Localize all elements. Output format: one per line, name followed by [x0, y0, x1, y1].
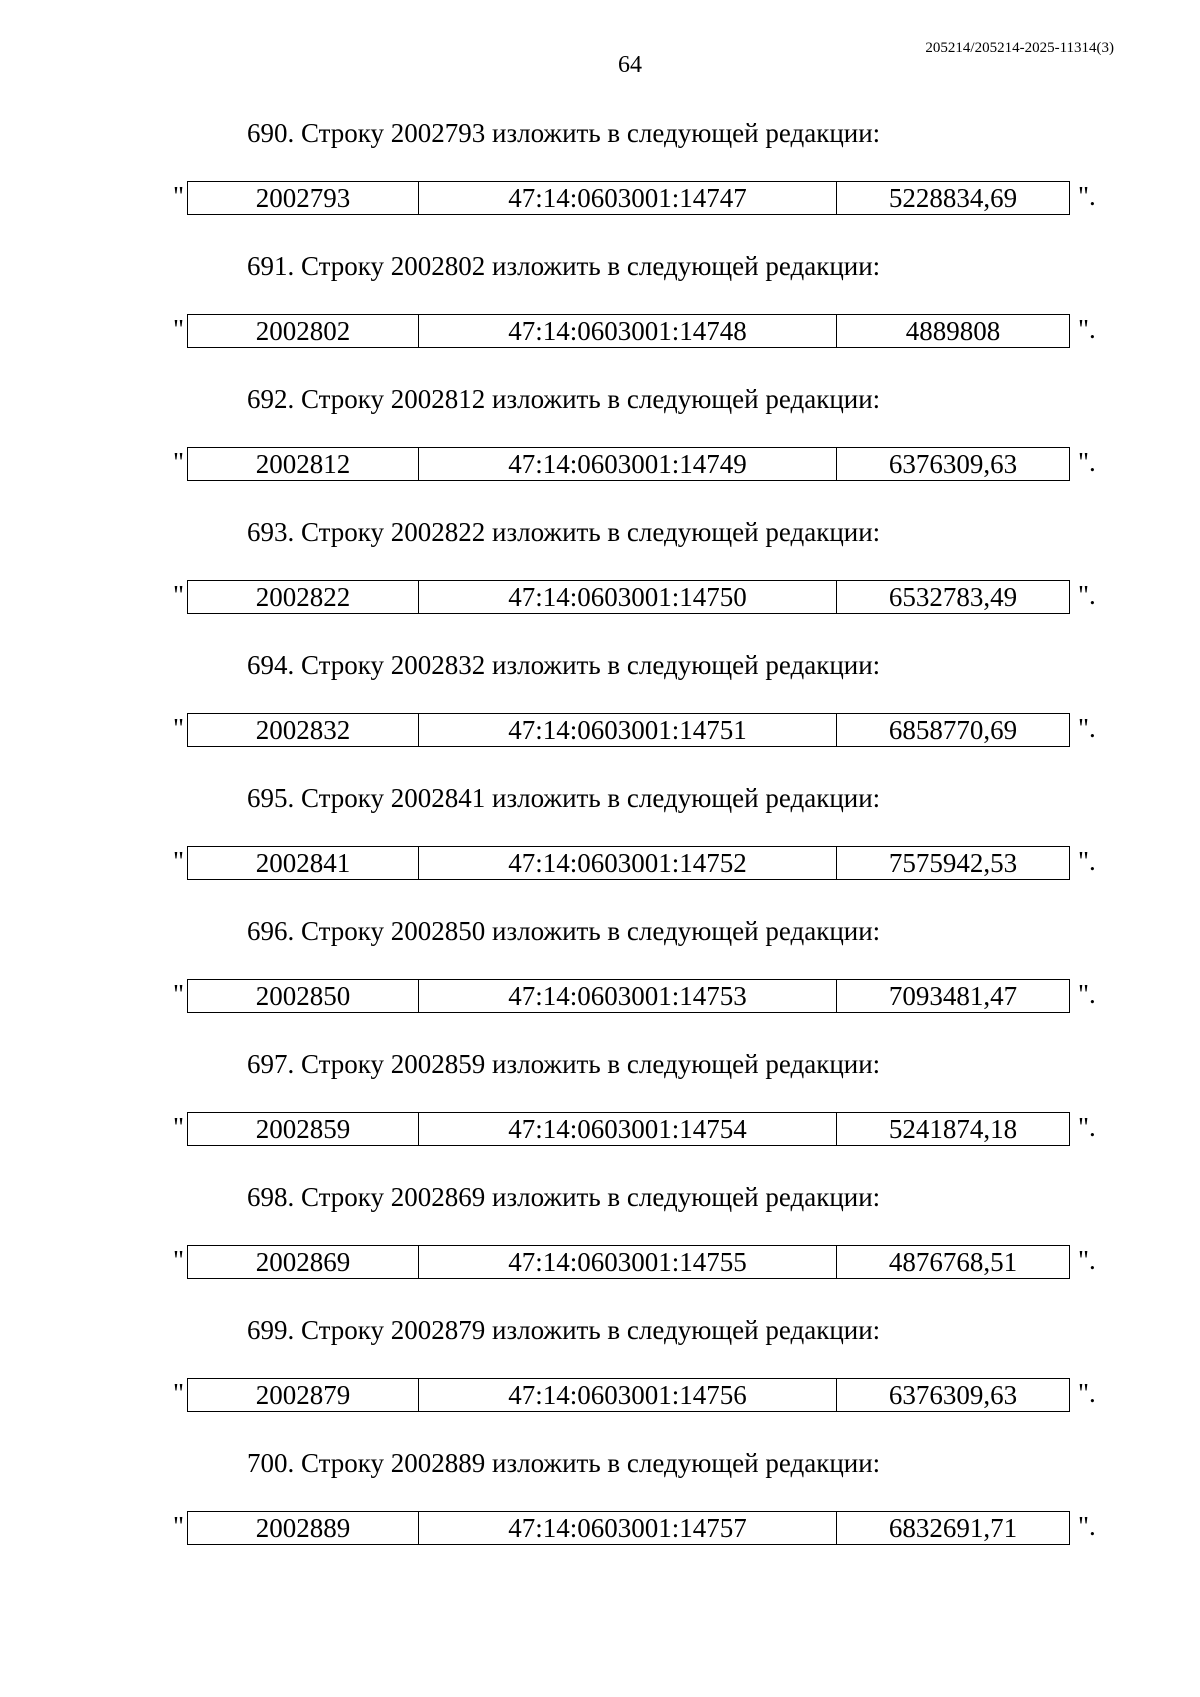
row-number-cell: 2002812: [188, 448, 419, 481]
table-row: [188, 980, 1070, 1013]
table-row: [188, 1512, 1070, 1545]
amendment-instruction: 699. Строку 2002879 изложить в следующей редакции:: [247, 1315, 881, 1345]
amendment-instruction: 697. Строку 2002859 изложить в следующей редакции:: [247, 1049, 881, 1079]
row-table: [187, 447, 1070, 481]
cadastral-number-cell: 47:14:0603001:14755: [419, 1246, 837, 1279]
opening-quote: ": [173, 846, 185, 876]
opening-quote: ": [173, 181, 185, 211]
cadastral-number-cell: 47:14:0603001:14752: [419, 847, 837, 880]
row-number-cell: 2002889: [188, 1512, 419, 1545]
table-row: [188, 182, 1070, 215]
table-row: [188, 714, 1070, 747]
cadastral-number-cell: 47:14:0603001:14751: [419, 714, 837, 747]
amendment-entry: [0, 1046, 1200, 1179]
value-cell: 7575942,53: [837, 847, 1070, 880]
row-number-cell: 2002841: [188, 847, 419, 880]
value-cell: 5241874,18: [837, 1113, 1070, 1146]
row-table: [187, 181, 1070, 215]
table-row: [188, 847, 1070, 880]
replacement-row: [0, 713, 1200, 747]
amendment-list: [0, 115, 1200, 1578]
table-row: [188, 581, 1070, 614]
row-number-cell: 2002793: [188, 182, 419, 215]
closing-quote: ".: [1078, 713, 1096, 743]
row-number-cell: 2002850: [188, 980, 419, 1013]
row-number-cell: 2002832: [188, 714, 419, 747]
amendment-entry: [0, 1312, 1200, 1445]
value-cell: 6532783,49: [837, 581, 1070, 614]
closing-quote: ".: [1078, 1378, 1096, 1408]
closing-quote: ".: [1078, 314, 1096, 344]
replacement-row: [0, 314, 1200, 348]
value-cell: 6376309,63: [837, 1379, 1070, 1412]
cadastral-number-cell: 47:14:0603001:14753: [419, 980, 837, 1013]
opening-quote: ": [173, 713, 185, 743]
closing-quote: ".: [1078, 1112, 1096, 1142]
replacement-row: [0, 1378, 1200, 1412]
row-table: [187, 713, 1070, 747]
value-cell: 6832691,71: [837, 1512, 1070, 1545]
page-number: 64: [618, 52, 642, 78]
amendment-instruction: 691. Строку 2002802 изложить в следующей редакции:: [247, 251, 881, 281]
closing-quote: ".: [1078, 580, 1096, 610]
closing-quote: ".: [1078, 181, 1096, 211]
row-table: [187, 846, 1070, 880]
cadastral-number-cell: 47:14:0603001:14747: [419, 182, 837, 215]
row-number-cell: 2002822: [188, 581, 419, 614]
amendment-entry: [0, 248, 1200, 381]
amendment-instruction: 690. Строку 2002793 изложить в следующей редакции:: [247, 118, 881, 148]
cadastral-number-cell: 47:14:0603001:14749: [419, 448, 837, 481]
replacement-row: [0, 979, 1200, 1013]
value-cell: 6376309,63: [837, 448, 1070, 481]
row-number-cell: 2002879: [188, 1379, 419, 1412]
document-id: 205214/205214-2025-11314(3): [925, 40, 1114, 56]
value-cell: 7093481,47: [837, 980, 1070, 1013]
opening-quote: ": [173, 979, 185, 1009]
table-row: [188, 448, 1070, 481]
table-row: [188, 315, 1070, 348]
amendment-instruction: 700. Строку 2002889 изложить в следующей редакции:: [247, 1448, 881, 1478]
opening-quote: ": [173, 580, 185, 610]
opening-quote: ": [173, 447, 185, 477]
closing-quote: ".: [1078, 447, 1096, 477]
value-cell: 6858770,69: [837, 714, 1070, 747]
table-row: [188, 1113, 1070, 1146]
amendment-entry: [0, 381, 1200, 514]
opening-quote: ": [173, 1245, 185, 1275]
amendment-entry: [0, 1179, 1200, 1312]
replacement-row: [0, 1112, 1200, 1146]
row-number-cell: 2002802: [188, 315, 419, 348]
amendment-entry: [0, 1445, 1200, 1578]
opening-quote: ": [173, 1378, 185, 1408]
amendment-entry: [0, 647, 1200, 780]
row-number-cell: 2002869: [188, 1246, 419, 1279]
replacement-row: [0, 580, 1200, 614]
value-cell: 4889808: [837, 315, 1070, 348]
cadastral-number-cell: 47:14:0603001:14756: [419, 1379, 837, 1412]
row-table: [187, 979, 1070, 1013]
cadastral-number-cell: 47:14:0603001:14757: [419, 1512, 837, 1545]
closing-quote: ".: [1078, 846, 1096, 876]
value-cell: 5228834,69: [837, 182, 1070, 215]
replacement-row: [0, 1245, 1200, 1279]
replacement-row: [0, 181, 1200, 215]
amendment-instruction: 693. Строку 2002822 изложить в следующей редакции:: [247, 517, 881, 547]
row-table: [187, 314, 1070, 348]
closing-quote: ".: [1078, 1511, 1096, 1541]
table-row: [188, 1379, 1070, 1412]
row-table: [187, 1112, 1070, 1146]
opening-quote: ": [173, 1112, 185, 1142]
row-table: [187, 1511, 1070, 1545]
amendment-entry: [0, 780, 1200, 913]
row-table: [187, 580, 1070, 614]
opening-quote: ": [173, 1511, 185, 1541]
replacement-row: [0, 447, 1200, 481]
value-cell: 4876768,51: [837, 1246, 1070, 1279]
closing-quote: ".: [1078, 1245, 1096, 1275]
amendment-instruction: 696. Строку 2002850 изложить в следующей редакции:: [247, 916, 881, 946]
replacement-row: [0, 1511, 1200, 1545]
cadastral-number-cell: 47:14:0603001:14754: [419, 1113, 837, 1146]
closing-quote: ".: [1078, 979, 1096, 1009]
opening-quote: ": [173, 314, 185, 344]
cadastral-number-cell: 47:14:0603001:14750: [419, 581, 837, 614]
amendment-instruction: 692. Строку 2002812 изложить в следующей редакции:: [247, 384, 881, 414]
amendment-entry: [0, 514, 1200, 647]
row-table: [187, 1378, 1070, 1412]
row-table: [187, 1245, 1070, 1279]
cadastral-number-cell: 47:14:0603001:14748: [419, 315, 837, 348]
amendment-instruction: 694. Строку 2002832 изложить в следующей редакции:: [247, 650, 881, 680]
row-number-cell: 2002859: [188, 1113, 419, 1146]
amendment-entry: [0, 115, 1200, 248]
amendment-instruction: 698. Строку 2002869 изложить в следующей редакции:: [247, 1182, 881, 1212]
replacement-row: [0, 846, 1200, 880]
amendment-entry: [0, 913, 1200, 1046]
amendment-instruction: 695. Строку 2002841 изложить в следующей редакции:: [247, 783, 881, 813]
table-row: [188, 1246, 1070, 1279]
